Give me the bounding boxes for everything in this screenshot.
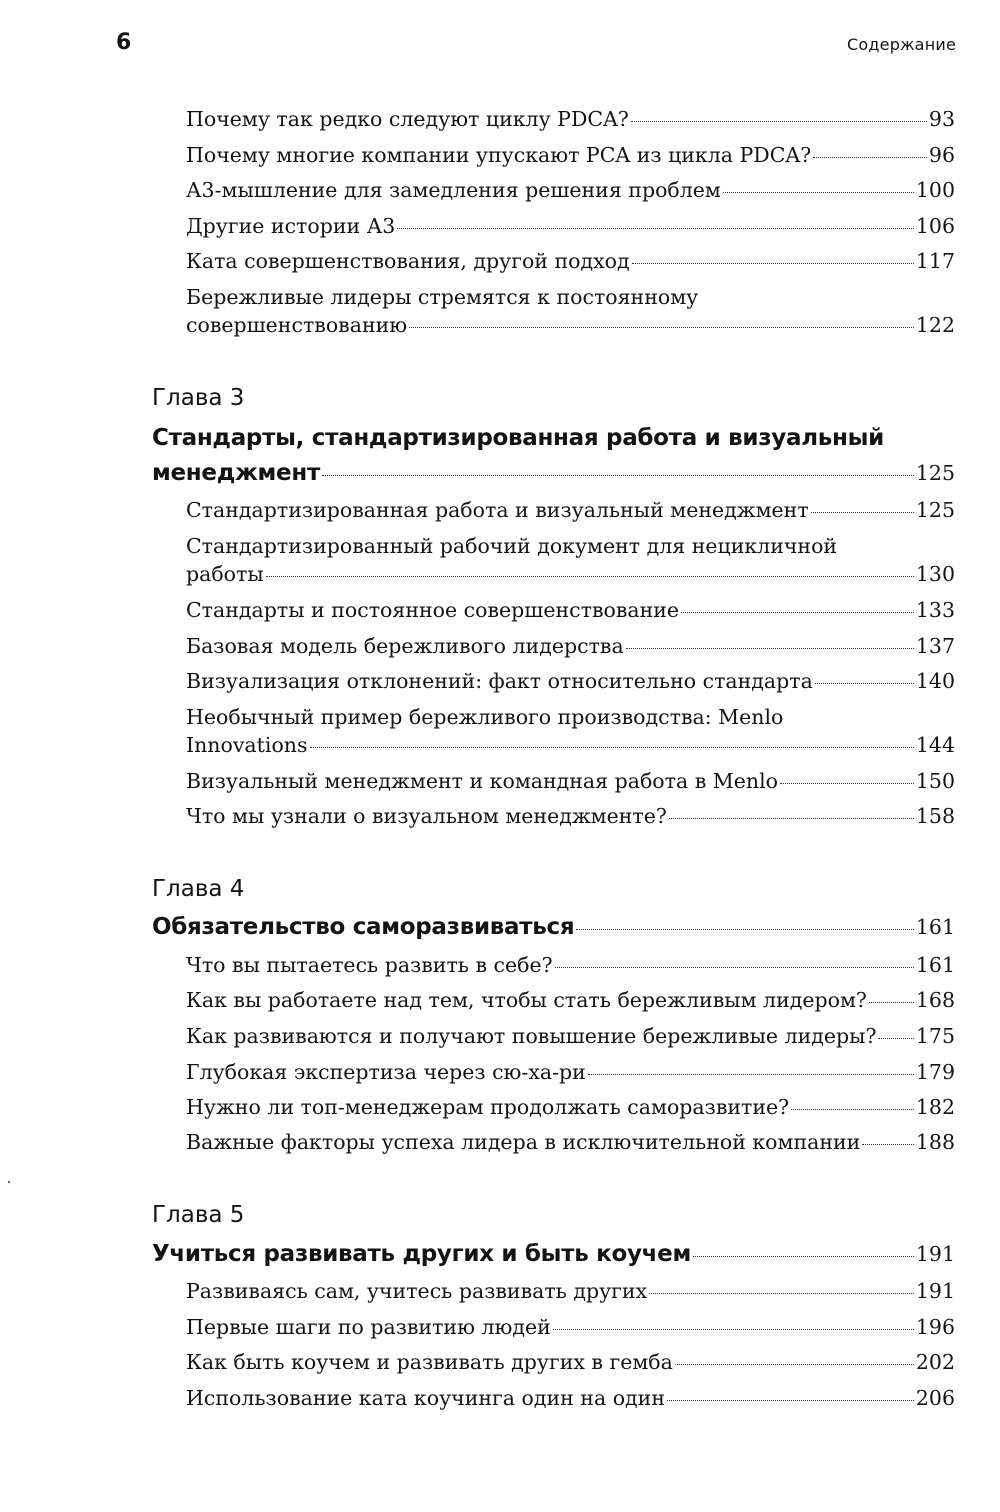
toc-entry[interactable]	[186, 632, 955, 660]
toc-entry-title: Базовая модель бережливого лидерства	[186, 634, 624, 658]
leader-dots	[669, 818, 914, 819]
toc-entry-title: Как быть коучем и развивать других в гемба	[186, 1350, 673, 1374]
chapter-label: Глава 3	[152, 385, 245, 411]
toc-entry-title: Что мы узнали о визуальном менеджменте?	[186, 804, 667, 828]
leader-dots	[780, 783, 914, 784]
leader-dots	[723, 192, 914, 193]
toc-entry-title-line1[interactable]: Стандартизированный рабочий документ для нецикличной	[186, 534, 838, 558]
toc-entry-title: Стандартизированная работа и визуальный менеджмент	[186, 498, 809, 522]
leader-dots	[815, 683, 914, 684]
toc-entry-title: Использование ката коучинга один на один	[186, 1386, 665, 1410]
toc-entry-title-line2: Innovations	[186, 733, 308, 757]
scan-speck	[8, 1181, 10, 1183]
chapter-title-entry[interactable]	[152, 914, 955, 940]
toc-entry-title: А3-мышление для замедления решения проблем	[186, 178, 721, 202]
toc-entry-title: Что вы пытаетесь развить в себе?	[186, 953, 553, 977]
chapter-page: 191	[915, 1242, 955, 1266]
leader-dots	[862, 1144, 914, 1145]
toc-entry-page: 202	[915, 1350, 955, 1374]
toc-entry[interactable]	[186, 1277, 955, 1305]
leader-dots	[649, 1293, 914, 1294]
toc-entry-title-line1[interactable]: Необычный пример бережливого производства: Menlo	[186, 705, 784, 729]
toc-entry[interactable]	[186, 802, 955, 830]
toc-entry[interactable]	[186, 1348, 955, 1376]
toc-entry[interactable]	[186, 1128, 955, 1156]
toc-entry-title-line1[interactable]: Бережливые лидеры стремятся к постоянному	[186, 285, 699, 309]
toc-entry[interactable]	[186, 596, 955, 624]
toc-entry-page: 175	[915, 1024, 955, 1048]
toc-entry-title-line2: работы	[186, 562, 264, 586]
chapter-title-entry[interactable]	[152, 460, 955, 486]
toc-entry-page: 191	[915, 1279, 955, 1303]
toc-entry[interactable]	[186, 1093, 955, 1121]
toc-entry-title: Нужно ли топ-менеджерам продолжать саморазвитие?	[186, 1095, 790, 1119]
toc-entry-page: 158	[915, 804, 955, 828]
toc-entry-title: Визуализация отклонений: факт относительно стандарта	[186, 669, 813, 693]
toc-entry[interactable]	[186, 986, 955, 1014]
toc-entry-page: 122	[915, 313, 955, 337]
toc-entry-page: 168	[915, 988, 955, 1012]
toc-entry[interactable]	[186, 496, 955, 524]
leader-dots	[397, 228, 914, 229]
toc-entry[interactable]	[186, 667, 955, 695]
toc-entry-title: Стандарты и постоянное совершенствование	[186, 598, 680, 622]
chapter-title-line1[interactable]: Стандарты, стандартизированная работа и визуальный	[152, 425, 884, 451]
toc-entry[interactable]	[186, 1313, 955, 1341]
toc-entry[interactable]	[186, 951, 955, 979]
toc-entry[interactable]	[186, 311, 955, 339]
toc-entry[interactable]	[186, 731, 955, 759]
toc-entry[interactable]	[186, 767, 955, 795]
leader-dots	[266, 576, 914, 577]
toc-entry-title: Первые шаги по развитию людей	[186, 1315, 551, 1339]
leader-dots	[409, 327, 914, 328]
toc-entry-page: 106	[915, 214, 955, 238]
toc-entry[interactable]	[186, 1058, 955, 1086]
toc-entry[interactable]	[186, 247, 955, 275]
chapter-page: 161	[915, 915, 955, 939]
chapter-title-entry[interactable]	[152, 1241, 955, 1267]
toc-entry-page: 100	[915, 178, 955, 202]
leader-dots	[553, 1329, 914, 1330]
toc-entry-page: 150	[915, 769, 955, 793]
toc-entry[interactable]	[186, 141, 955, 169]
leader-dots	[626, 648, 914, 649]
toc-entry-page: 140	[915, 669, 955, 693]
toc-entry-title: Как вы работаете над тем, чтобы стать бережливым лидером?	[186, 988, 867, 1012]
toc-entry-page: 179	[915, 1060, 955, 1084]
leader-dots	[588, 1074, 914, 1075]
toc-entry-page: 161	[915, 953, 955, 977]
toc-entry[interactable]	[186, 1384, 955, 1412]
toc-entry[interactable]	[186, 212, 955, 240]
toc-entry-page: 93	[928, 107, 955, 131]
toc-entry-page: 182	[915, 1095, 955, 1119]
chapter-title: Обязательство саморазвиваться	[152, 914, 575, 940]
toc-entry-title: Другие истории А3	[186, 214, 396, 238]
leader-dots	[693, 1256, 914, 1257]
toc-entry-title: Важные факторы успеха лидера в исключительной компании	[186, 1130, 861, 1154]
chapter-label: Глава 4	[152, 876, 245, 902]
leader-dots	[675, 1364, 914, 1365]
toc-entry[interactable]	[186, 560, 955, 588]
toc-entry-title: Ката совершенствования, другой подход	[186, 249, 630, 273]
leader-dots	[576, 929, 914, 930]
leader-dots	[667, 1400, 914, 1401]
toc-entry-page: 137	[915, 634, 955, 658]
toc-entry[interactable]	[186, 1022, 955, 1050]
toc-entry-page: 125	[915, 498, 955, 522]
chapter-label: Глава 5	[152, 1202, 245, 1228]
leader-dots	[878, 1038, 913, 1039]
chapter-title: Учиться развивать других и быть коучем	[152, 1241, 691, 1267]
leader-dots	[811, 512, 914, 513]
leader-dots	[813, 157, 927, 158]
toc-entry-page: 206	[915, 1386, 955, 1410]
leader-dots	[322, 475, 914, 476]
toc-entry-title-line2: совершенствованию	[186, 313, 408, 337]
toc-entry-page: 133	[915, 598, 955, 622]
leader-dots	[869, 1002, 914, 1003]
leader-dots	[632, 263, 914, 264]
leader-dots	[555, 967, 914, 968]
toc-entry-page: 96	[928, 143, 955, 167]
page-number: 6	[116, 30, 132, 55]
toc-entry-title: Почему многие компании упускают PCA из цикла PDCA?	[186, 143, 812, 167]
toc-entry-page: 196	[915, 1315, 955, 1339]
leader-dots	[681, 612, 914, 613]
leader-dots	[791, 1109, 914, 1110]
leader-dots	[310, 747, 914, 748]
toc-entry-page: 188	[915, 1130, 955, 1154]
chapter-page: 125	[915, 461, 955, 485]
toc-entry-title: Почему так редко следуют циклу PDCA?	[186, 107, 629, 131]
running-head: Содержание	[847, 35, 956, 54]
leader-dots	[631, 121, 927, 122]
toc-entry-page: 117	[915, 249, 955, 273]
toc-entry-page: 130	[915, 562, 955, 586]
toc-entry[interactable]	[186, 105, 955, 133]
toc-entry-title: Развиваясь сам, учитесь развивать других	[186, 1279, 648, 1303]
toc-entry-title: Визуальный менеджмент и командная работа в Menlo	[186, 769, 778, 793]
chapter-title-line2: менеджмент	[152, 460, 320, 486]
toc-entry-title: Как развиваются и получают повышение бережливые лидеры?	[186, 1024, 877, 1048]
toc-entry-page: 144	[915, 733, 955, 757]
toc-entry-title: Глубокая экспертиза через сю-ха-ри	[186, 1060, 586, 1084]
toc-entry[interactable]	[186, 176, 955, 204]
